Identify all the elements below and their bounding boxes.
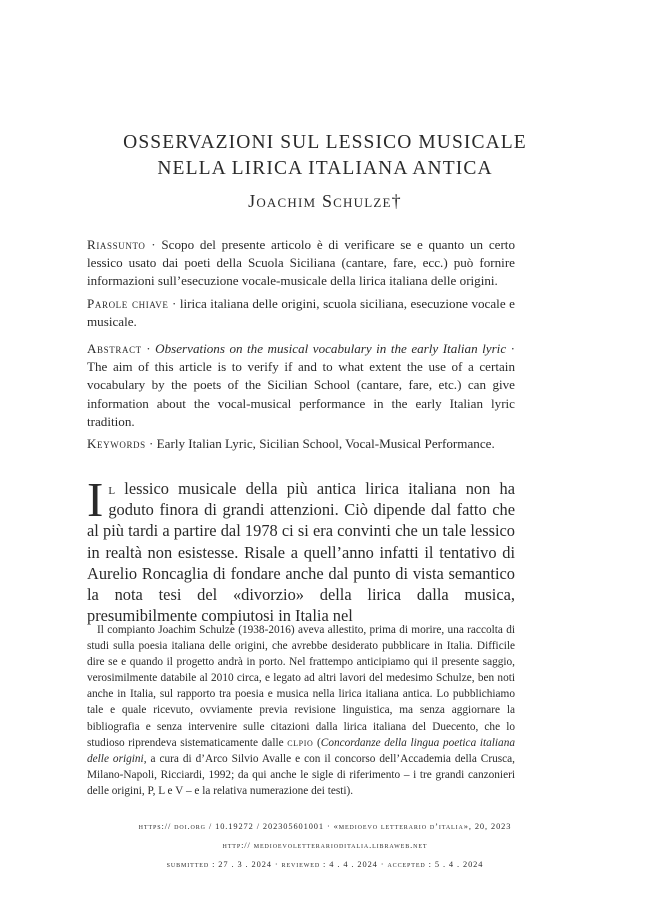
riassunto-text: · Scopo del presente articolo è di verificare se e quanto un certo lessico usato dai poeti della Scuola Siciliana (cantare, fare, ecc.) può fornire informazioni sull’esecuzione vocale-musicale della lirica italiana delle origini. <box>87 237 515 289</box>
footnote <box>87 622 515 799</box>
footnote-paragraph <box>87 622 515 799</box>
footnote-part-1: Il compianto Joachim Schulze (1938-2016) aveva allestito, prima di morire, una raccolta di studi sulla poesia italiana delle origini, che avrebbe desiderato pubblicare in Italia. Difficile dire se e quando il progetto andrà in porto. Nel frattempo anticipiamo qui il presente saggio, verosimilmente databile al 2010 circa, e legato ad altri lavori del medesimo Schulze, ben noti anche in Italia, sul rapporto tra poesia e musica nella lirica italiana antica. Lo pubblichiamo tale e quale ricevuto, ovviamente previa revisione linguistica, ma senza aggiornare la bibliografia e senza intervenire sulle citazioni dalla lirica italiana del Duecento, che lo studioso riprendeva sistematicamente dalle <box>87 624 515 749</box>
riassunto-label: Riassunto <box>87 237 146 252</box>
dates-line: submitted : 27 . 3 . 2024 · reviewed : 4 . 4 . 2024 · accepted : 5 . 4 . 2024 <box>166 860 484 869</box>
first-word-rest: l <box>108 479 116 498</box>
title-line-2: NELLA LIRICA ITALIANA ANTICA <box>157 158 493 179</box>
parole-chiave-paragraph <box>87 295 515 331</box>
title-line-1: OSSERVAZIONI SUL LESSICO MUSICALE <box>123 132 527 153</box>
keywords-text: · Early Italian Lyric, Sicilian School, Vocal-Musical Performance. <box>145 436 495 452</box>
author-name: Joachim Schulze† <box>248 191 402 211</box>
footnote-part-2: ( <box>313 736 321 749</box>
body-paragraph <box>87 472 515 626</box>
url-line: http:// medioevoletterarioditalia.libraweb.net <box>222 841 428 850</box>
abstract-paragraph <box>87 340 515 431</box>
footnote-clpio: clpio <box>287 736 314 749</box>
abstract-block <box>87 236 515 457</box>
keywords-paragraph <box>87 435 515 453</box>
abstract-label: Abstract <box>87 341 142 357</box>
abstract-title: Observations on the musical vocabulary in the early Italian lyric <box>155 341 507 357</box>
parole-chiave-label: Parole chiave <box>87 295 169 311</box>
abstract-text: · The aim of this article is to verify if and to what extent the use of a certain vocabulary by the poets of the Sicilian School (cantare, fare, etc.) can give information about the vocal-musical performance in the early Italian lyric tradition. <box>87 341 515 429</box>
abstract-separator: · <box>141 341 156 357</box>
riassunto-paragraph <box>87 236 515 291</box>
publication-meta <box>60 817 590 874</box>
footnote-italic-title: Concordanze della lingua poetica italiana delle origini <box>87 736 515 765</box>
body-text <box>87 472 515 626</box>
parole-chiave-text: · lirica italiana delle origini, scuola siciliana, esecuzione vocale e musicale. <box>87 295 515 329</box>
footnote-part-3: , a cura di d’Arco Silvio Avalle e con il concorso dell’Accademia della Crusca, Milano-Napoli, Ricciardi, 1992; da qui anche le sigle di riferimento – i tre grandi canzonieri delle origini, P, L e V – e la relativa numerazione dei testi). <box>87 752 515 797</box>
drop-cap: I <box>87 472 104 527</box>
keywords-label: Keywords <box>87 436 146 452</box>
article-title <box>60 130 590 182</box>
doi-line: https:// doi.org / 10.19272 / 202305601001 · «medioevo letterario d’italia», 20, 2023 <box>138 822 512 831</box>
body-paragraph-text: lessico musicale della più antica lirica italiana non ha goduto finora di grandi attenzioni. Ciò dipende dal fatto che al più tardi a partire dal 1978 ci si era convinti che un tale lessico in realtà non esistesse. Risale a quell’anno infatti il tentativo di Aurelio Roncaglia di fondare anche dal punto di vista semantico la nota tesi del «divorzio» della lirica dalla musica, presumibilmente compiutosi in Italia nel <box>87 479 515 626</box>
